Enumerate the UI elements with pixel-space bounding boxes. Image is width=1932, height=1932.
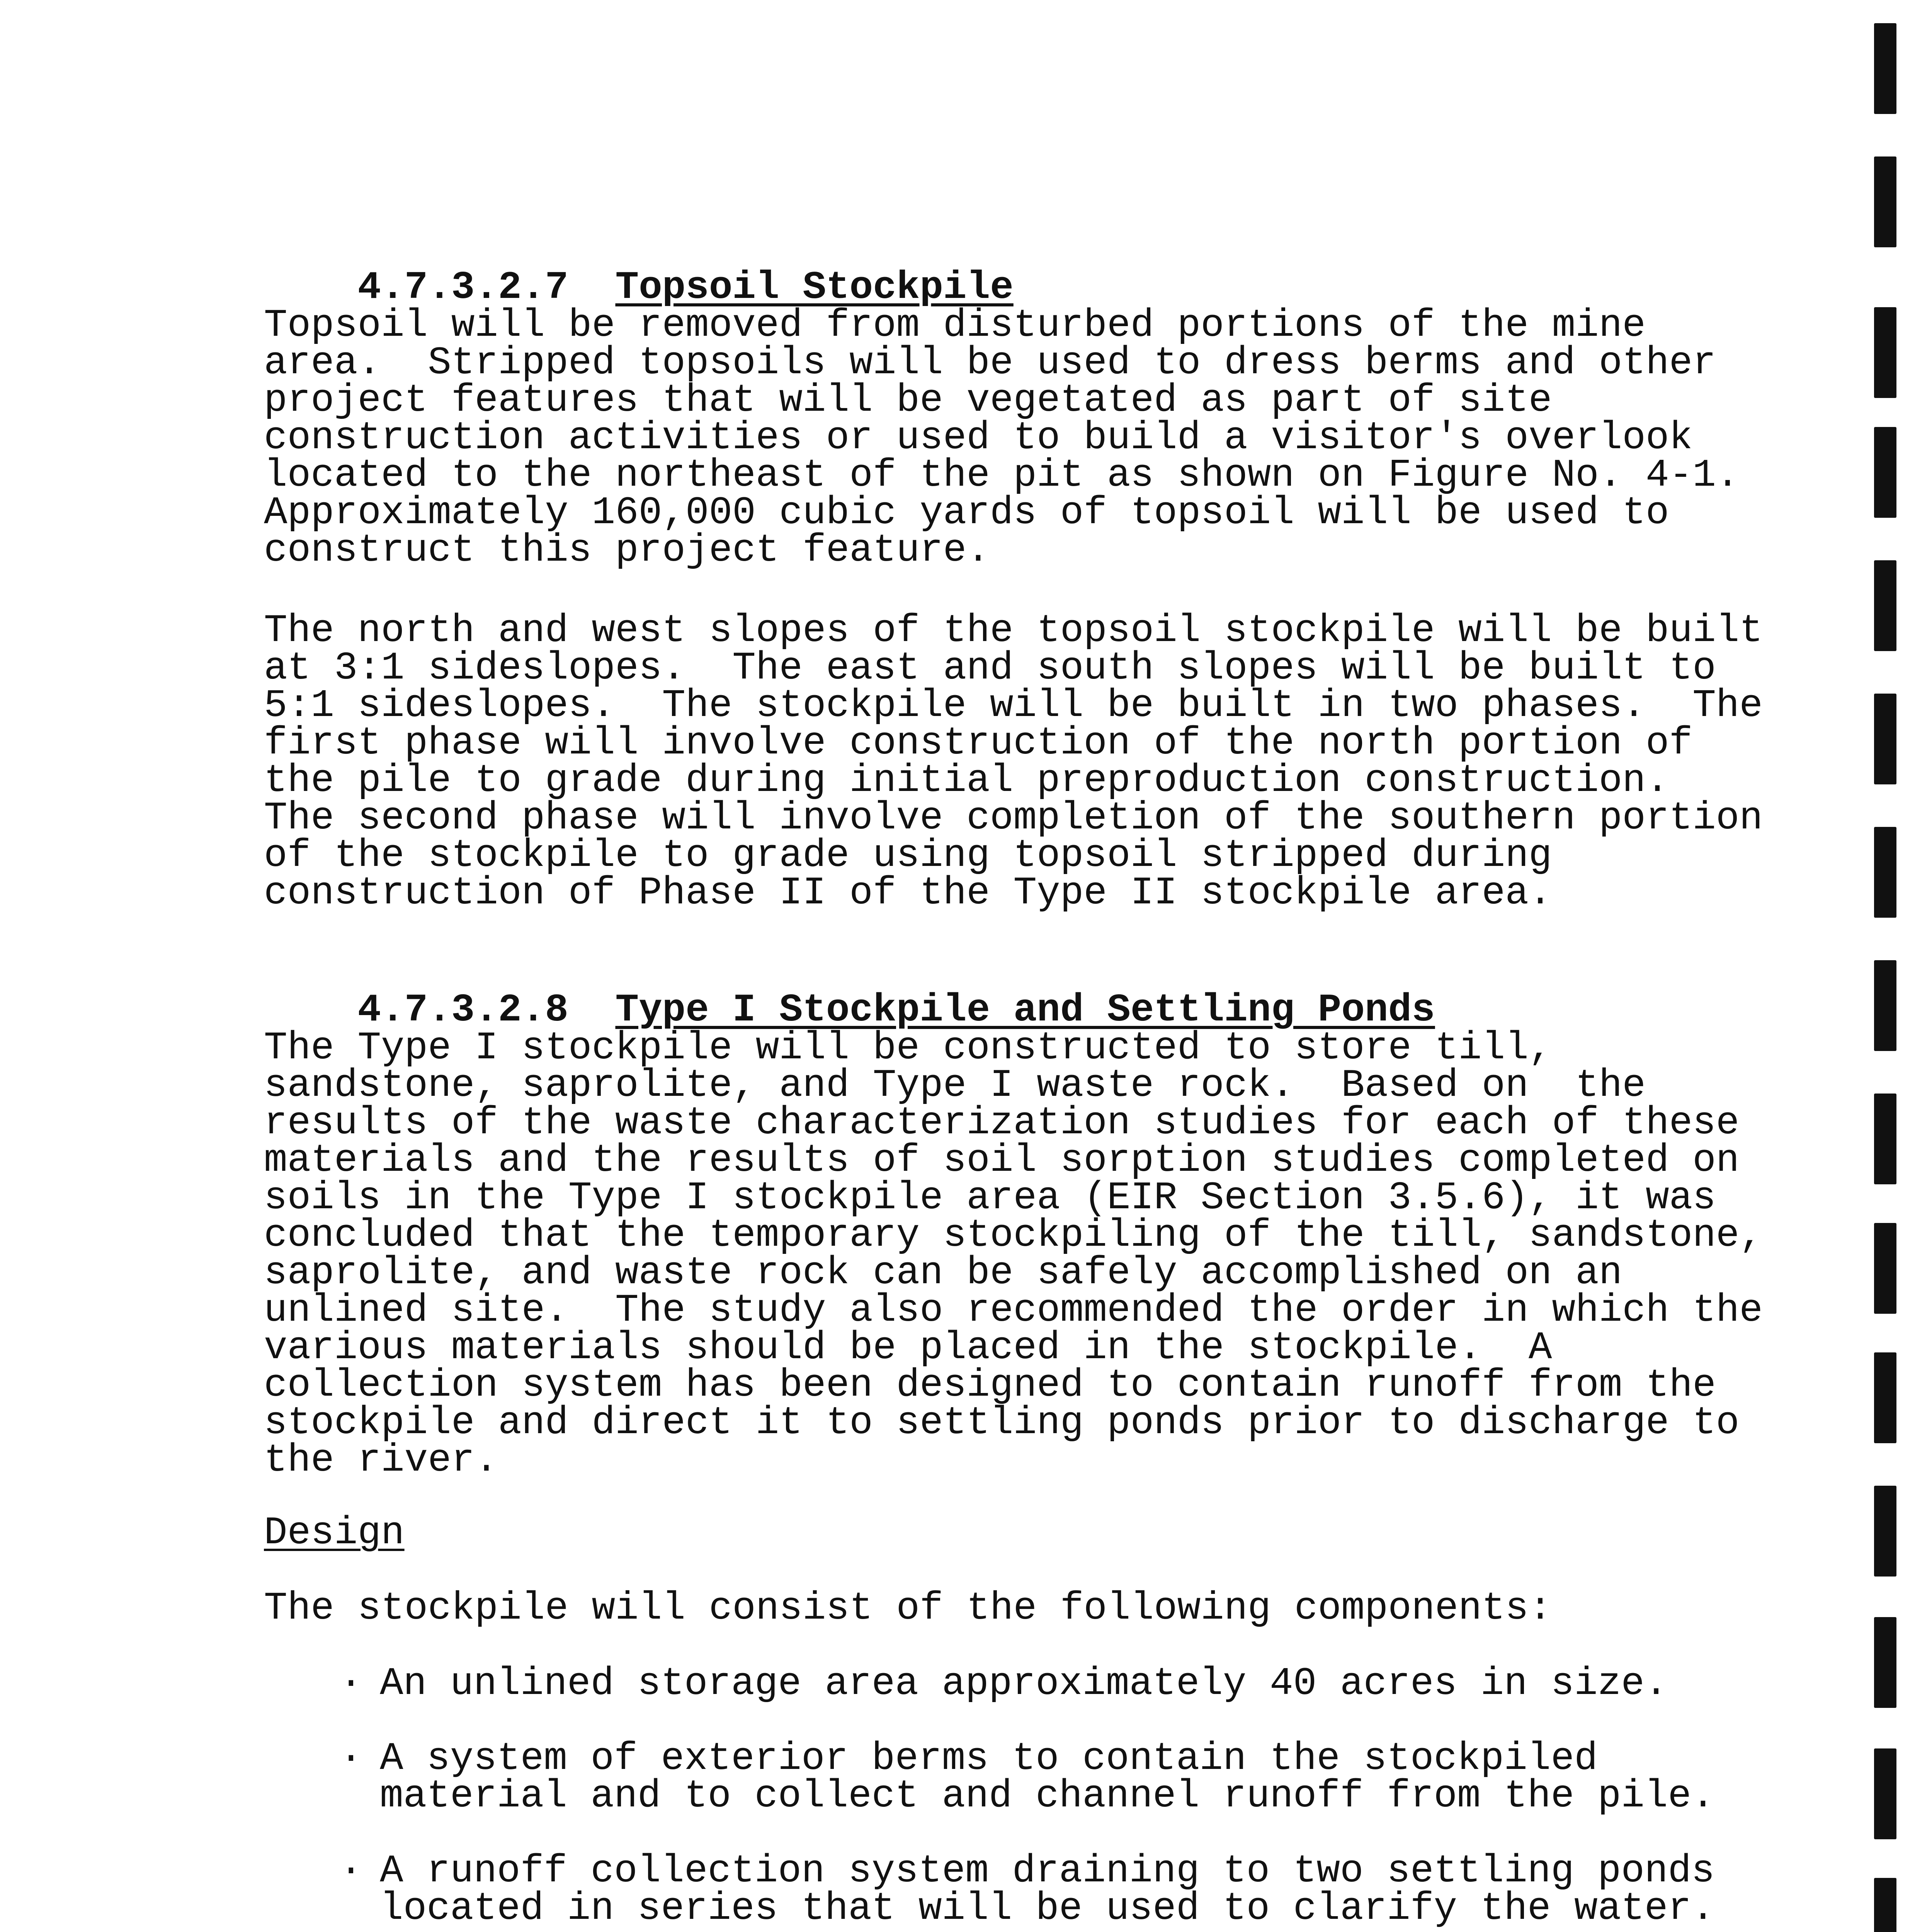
text-line: unlined site. The study also recommended the order in which the bbox=[264, 1289, 1763, 1333]
change-bar bbox=[1874, 1223, 1896, 1314]
text-line: A system of exterior berms to contain the stockpiled bbox=[380, 1737, 1598, 1781]
text-line: area. Stripped topsoils will be used to dress berms and other bbox=[264, 341, 1716, 385]
list-item bbox=[264, 1737, 1762, 1818]
text-line: collection system has been designed to contain runoff from the bbox=[264, 1364, 1716, 1408]
change-bar bbox=[1874, 427, 1896, 518]
text-line: first phase will involve construction of the north portion of bbox=[264, 721, 1693, 765]
text-line: soils in the Type I stockpile area (EIR Section 3.5.6), it was bbox=[264, 1176, 1716, 1220]
text-line: The second phase will involve completion of the southern portion bbox=[264, 796, 1763, 840]
text-line: the pile to grade during initial preproduction construction. bbox=[264, 759, 1669, 803]
text-line: material and to collect and channel runoff from the pile. bbox=[380, 1774, 1715, 1818]
change-bar bbox=[1874, 1617, 1896, 1708]
text-line: A runoff collection system draining to two settling ponds bbox=[380, 1849, 1715, 1893]
paragraph bbox=[264, 1026, 1771, 1483]
text-line: project features that will be vegetated as part of site bbox=[264, 379, 1552, 423]
change-bar bbox=[1874, 827, 1896, 918]
text-line: construction of Phase II of the Type II stockpile area. bbox=[264, 871, 1552, 915]
change-bar bbox=[1874, 156, 1896, 247]
text-line: The Type I stockpile will be constructed to store till, bbox=[264, 1026, 1552, 1070]
text-line: The north and west slopes of the topsoil stockpile will be built bbox=[264, 609, 1763, 653]
change-bar bbox=[1874, 1352, 1896, 1443]
change-bar bbox=[1874, 1486, 1896, 1577]
bullet-marker: · bbox=[339, 1662, 363, 1706]
change-bar bbox=[1874, 1748, 1896, 1839]
text-line: of the stockpile to grade using topsoil stripped during bbox=[264, 834, 1552, 878]
bullet-marker: · bbox=[339, 1737, 363, 1781]
design-subheading: Design bbox=[264, 1511, 405, 1555]
text-line: sandstone, saprolite, and Type I waste rock. Based on the bbox=[264, 1064, 1646, 1108]
text-line: An unlined storage area approximately 40 acres in size. bbox=[380, 1662, 1668, 1706]
change-bar bbox=[1874, 23, 1896, 114]
text-line: construct this project feature. bbox=[264, 529, 990, 573]
section-number: 4.7.3.2.8 bbox=[357, 988, 568, 1032]
change-bar bbox=[1874, 1878, 1896, 1932]
section-title: Type I Stockpile and Settling Ponds bbox=[615, 988, 1435, 1032]
text-line: concluded that the temporary stockpiling of the till, sandstone, bbox=[264, 1214, 1763, 1258]
text-line: The stockpile will consist of the following components: bbox=[264, 1587, 1552, 1631]
text-line: materials and the results of soil sorption studies completed on bbox=[264, 1139, 1740, 1183]
text-line: located to the northeast of the pit as shown on Figure No. 4-1. bbox=[264, 454, 1740, 498]
list-item bbox=[264, 1662, 1762, 1706]
change-bar bbox=[1874, 1094, 1896, 1184]
paragraph bbox=[264, 304, 1771, 573]
text-line: Approximately 160,000 cubic yards of topsoil will be used to bbox=[264, 491, 1669, 535]
text-line: the river. bbox=[264, 1439, 498, 1483]
text-line: located in series that will be used to clarify the water. bbox=[380, 1887, 1715, 1931]
component-list bbox=[264, 1662, 1762, 1932]
text-line: 5:1 sideslopes. The stockpile will be built in two phases. The bbox=[264, 684, 1763, 728]
change-bar bbox=[1874, 560, 1896, 651]
section-number: 4.7.3.2.7 bbox=[357, 266, 568, 310]
paragraph bbox=[264, 1587, 1771, 1631]
text-line: results of the waste characterization studies for each of these bbox=[264, 1101, 1740, 1145]
section-title: Topsoil Stockpile bbox=[615, 266, 1014, 310]
change-bar bbox=[1874, 960, 1896, 1051]
paragraph bbox=[264, 609, 1771, 915]
text-line: Topsoil will be removed from disturbed portions of the mine bbox=[264, 304, 1646, 348]
change-bar bbox=[1874, 694, 1896, 784]
text-line: at 3:1 sideslopes. The east and south slopes will be built to bbox=[264, 646, 1716, 690]
bullet-marker: · bbox=[339, 1849, 363, 1893]
text-line: stockpile and direct it to settling ponds prior to discharge to bbox=[264, 1401, 1740, 1445]
change-bar bbox=[1874, 307, 1896, 398]
list-item bbox=[264, 1849, 1762, 1931]
text-line: various materials should be placed in the stockpile. A bbox=[264, 1326, 1552, 1370]
text-line: construction activities or used to build a visitor's overlook bbox=[264, 416, 1693, 460]
text-line: saprolite, and waste rock can be safely accomplished on an bbox=[264, 1251, 1622, 1295]
